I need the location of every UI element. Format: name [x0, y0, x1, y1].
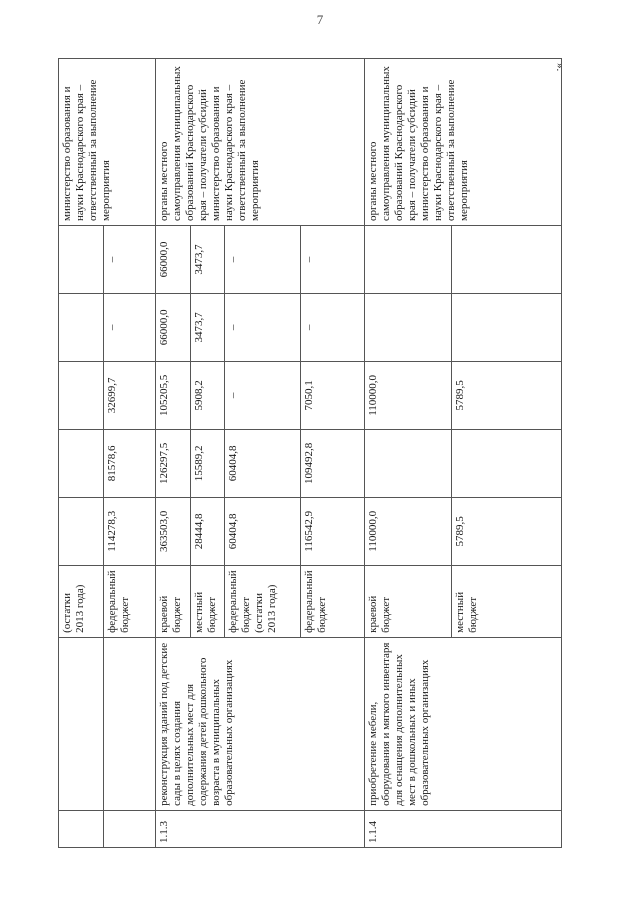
cell-number: 1.1.3 [156, 810, 365, 847]
cell-name [59, 637, 104, 810]
cell-value: 3473,7 [190, 293, 225, 361]
cell-responsible: министерство образования и науки Краснодарского края – ответственный за выполнение мероприятия [59, 59, 156, 226]
cell-source: федеральный бюджет [104, 565, 156, 637]
program-table [58, 58, 562, 848]
cell-source: федеральный бюджет (остатки 2013 года) [225, 565, 301, 637]
cell-value: 126297,5 [156, 429, 191, 497]
cell-value: 3473,7 [190, 225, 225, 293]
cell-value: – [225, 293, 301, 361]
cell-value: 15589,2 [190, 429, 225, 497]
cell-value: 7050,1 [300, 361, 365, 429]
cell-value: – [300, 225, 365, 293]
cell-value: 363503,0 [156, 497, 191, 565]
cell-value: 28444,8 [190, 497, 225, 565]
cell-source: (остатки 2013 года) [59, 565, 104, 637]
cell-value: 66000,0 [156, 293, 191, 361]
cell-value: – [225, 361, 301, 429]
cell-source: краевой бюджет [156, 565, 191, 637]
cell-value: – [104, 293, 156, 361]
cell-value: – [300, 293, 365, 361]
table-row [365, 59, 451, 848]
cell-value: – [225, 225, 301, 293]
cell-value: 105205,5 [156, 361, 191, 429]
closing-quote: ». [554, 63, 566, 72]
cell-responsible: органы местного самоуправления муниципальных образований Краснодарского края – получатели субсидий министерство образования и науки Краснодарского края – ответственный за выполнение мероприятия [156, 59, 365, 226]
cell-source: местный бюджет [190, 565, 225, 637]
cell-number: 1.1.4 [365, 810, 562, 847]
cell-value: 5908,2 [190, 361, 225, 429]
cell-source: местный бюджет [451, 565, 561, 637]
cell-value: 66000,0 [156, 225, 191, 293]
table-row [156, 59, 191, 848]
cell-source: федеральный бюджет [300, 565, 365, 637]
page-number: 7 [316, 12, 324, 27]
cell-responsible: органы местного самоуправления муниципальных образований Краснодарского края – получатели субсидий министерство образования и науки Краснодарского края – ответственный за выполнение мероприятия [365, 59, 562, 226]
cell-value: 110000,0 [365, 361, 451, 429]
cell-value: 5789,5 [451, 361, 561, 429]
rotated-table-sheet [58, 58, 562, 848]
cell-number [59, 810, 104, 847]
cell-value: 60404,8 [225, 497, 301, 565]
cell-value: 114278,3 [104, 497, 156, 565]
cell-value: 110000,0 [365, 497, 451, 565]
cell-value: 81578,6 [104, 429, 156, 497]
table-row [59, 59, 104, 848]
cell-name: реконструкция зданий под детские сады в целях создания дополнительных мест для содержания детей дошкольного возраста в муниципальных образовательных организациях [156, 637, 365, 810]
cell-value: – [104, 225, 156, 293]
cell-value: 5789,5 [451, 497, 561, 565]
cell-value: 32699,7 [104, 361, 156, 429]
cell-source: краевой бюджет [365, 565, 451, 637]
cell-value: 109492,8 [300, 429, 365, 497]
cell-value: 60404,8 [225, 429, 301, 497]
cell-value: 116542,9 [300, 497, 365, 565]
cell-name: приобретение мебели, оборудования и мягкого инвентаря для оснащения дополнительных мест в дошкольных и иных образовательных организациях [365, 637, 562, 810]
